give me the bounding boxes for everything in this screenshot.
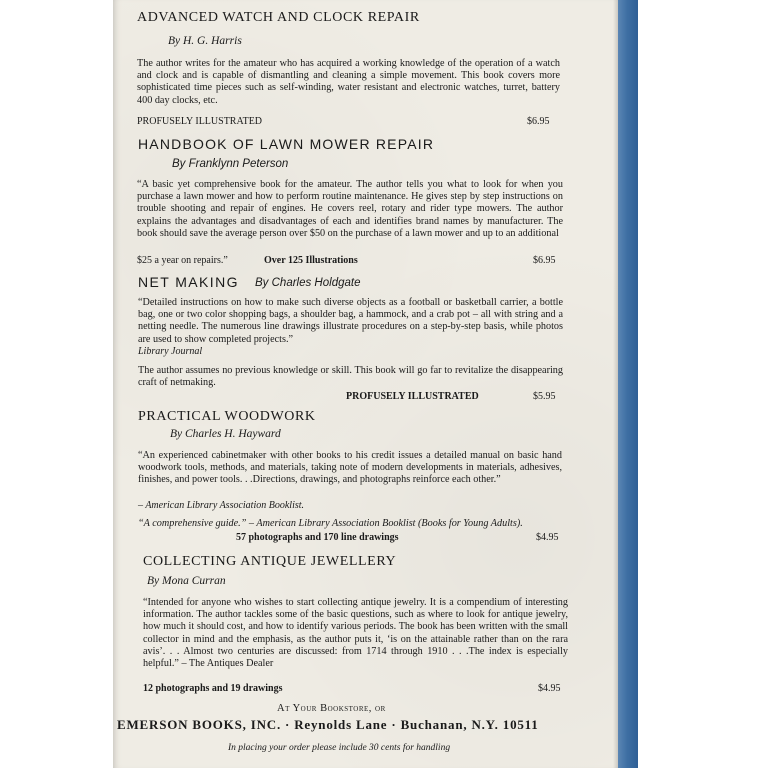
book-description-practical-woodwork: “An experienced cabinetmaker with other books to his credit issues a detailed manual on basic hand woodwork tools, methods, and materials, taking note of modern developments in materials, adhesives, finishes, and power tools. . .Directions, drawings, and photographs reinforce each other.”	[138, 450, 562, 486]
book-description2-practical-woodwork: “A comprehensive guide.” – American Library Association Booklist (Books for Young Adults).	[138, 518, 523, 529]
book-title-lawn-mower: HANDBOOK OF LAWN MOWER REPAIR	[138, 136, 435, 152]
book-price-net-making: $5.95	[533, 391, 556, 402]
book-price-lawn-mower: $6.95	[533, 255, 556, 266]
book-title-watch-clock: ADVANCED WATCH AND CLOCK REPAIR	[137, 10, 420, 25]
book-description-net-making: “Detailed instructions on how to make such diverse objects as a football or basketball carrier, a bottle bag, one or two color shopping bags, a shoulder bag, a hammock, and a crab pot – all with string and a netting needle. The numerous line drawings illustrate procedures on a step-by-step basis, while photos are used to show completed projects.”	[138, 297, 563, 345]
book-price-antique-jewellery: $4.95	[538, 683, 561, 694]
footer-publisher-line: EMERSON BOOKS, INC. · Reynolds Lane · Buchanan, N.Y. 10511	[117, 717, 539, 732]
book-note-lawn-mower: Over 125 Illustrations	[264, 255, 358, 266]
book-note-watch-clock: PROFUSELY ILLUSTRATED	[137, 116, 263, 127]
book-author-hayward: By Charles H. Hayward	[170, 428, 281, 440]
book-note-antique-jewellery: 12 photographs and 19 drawings	[143, 683, 283, 694]
book-source-practical-woodwork: – American Library Association Booklist.	[138, 500, 305, 511]
book-description-lawn-mower-end: $25 a year on repairs.”	[137, 255, 228, 266]
book-description-antique-jewellery: “Intended for anyone who wishes to start collecting antique jewelry. It is a compendium of interesting information. The author tackles some of the basic questions, such as where to look for antique jewelry, how much it should cost, and how to identify various periods. The book has been written with the small collector in mind and the emphasis, as the author puts it, ‘is on the attainable rather than on the rara avis’. . . Almost two centuries are discussed: from 1714 through 1910 . . .The index is especially helpful.” – The Antiques Dealer	[143, 597, 568, 670]
book-title-antique-jewellery: COLLECTING ANTIQUE JEWELLERY	[143, 554, 397, 569]
book-price-watch-clock: $6.95	[527, 116, 550, 127]
book-description2-net-making: The author assumes no previous knowledge or skill. This book will go far to revitalize the disappearing craft of netmaking.	[138, 365, 563, 389]
book-note-net-making: PROFUSELY ILLUSTRATED	[346, 391, 479, 402]
book-description-lawn-mower: “A basic yet comprehensive book for the amateur. The author tells you what to look for when you purchase a lawn mower and how to perform routine maintenance. He gives step by step instructions on trouble shooting and repair of engines. He covers reel, rotary and rider type mowers. The author explains the advantages and disadvantages of each and identifies brand names by manufacturer. The book should save the average person over $50 on the purchase of a lawn mower and up to an additional	[137, 179, 563, 239]
book-title-practical-woodwork: PRACTICAL WOODWORK	[138, 409, 316, 424]
footer-handling-note: In placing your order please include 30 cents for handling	[228, 743, 451, 753]
footer-availability: At Your Bookstore, or	[277, 703, 386, 714]
book-author-curran: By Mona Curran	[147, 575, 226, 587]
book-spine	[618, 0, 638, 768]
book-description-watch-clock: The author writes for the amateur who has acquired a working knowledge of the operation of a watch and clock and is capable of dismantling and cleaning a simple movement. This book covers more sophisticated time pieces such as self-winding, water resistant and electronic watches, turret, battery 400 day clocks, etc.	[137, 58, 560, 106]
book-author-harris: By H. G. Harris	[168, 35, 242, 47]
book-source-net-making: Library Journal	[138, 346, 203, 357]
book-note-practical-woodwork: 57 photographs and 170 line drawings	[236, 532, 399, 543]
book-author-peterson: By Franklynn Peterson	[172, 158, 289, 170]
book-price-practical-woodwork: $4.95	[536, 532, 559, 543]
book-title-net-making: NET MAKING	[138, 274, 239, 290]
book-author-holdgate: By Charles Holdgate	[255, 277, 361, 289]
